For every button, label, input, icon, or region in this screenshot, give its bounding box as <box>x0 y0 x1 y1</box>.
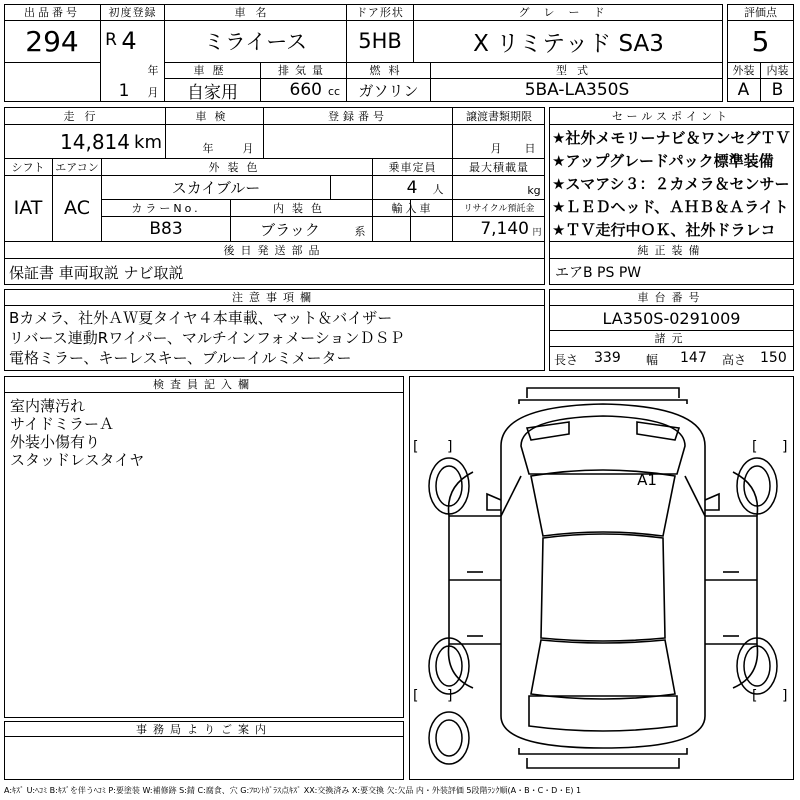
recycle-fee: 7,140 <box>480 219 529 239</box>
car-name: ミライース <box>203 30 308 54</box>
car-name-label: 車名 <box>234 6 277 19</box>
damage-mark-a1: A1 <box>637 471 657 489</box>
era: R <box>105 30 117 50</box>
sales-points-label: セールスポイント <box>611 109 731 123</box>
width: 147 <box>680 350 707 366</box>
registration-month: 1 <box>118 81 130 101</box>
length-label: 長さ <box>554 352 579 367</box>
first-registration-label: 初度登録 <box>108 6 157 19</box>
sales-point: ★スマアシ３：２カメラ＆センサー <box>552 175 790 193</box>
office-notice-label: 事務局よりご案内 <box>136 722 272 736</box>
car-diagram <box>409 376 794 780</box>
transfer-deadline-label: 譲渡書類期限 <box>466 109 532 123</box>
svg-text:]: ] <box>782 688 788 704</box>
displacement-label: 排気量 <box>278 64 329 77</box>
fuel: ガソリン <box>358 81 419 100</box>
later-parts-label: 後日発送部品 <box>223 243 326 257</box>
interior-label: 内装 <box>766 64 789 77</box>
capacity: 4 <box>406 178 418 198</box>
mileage: 14,814 <box>60 130 130 154</box>
height: 150 <box>760 350 787 366</box>
aircon-label: エアコン <box>55 160 99 174</box>
car-history: 自家用 <box>187 82 238 102</box>
interior-color-label: 内装色 <box>273 201 330 215</box>
inspection-year-unit: 年 <box>202 142 214 155</box>
sales-point: ★ＬＥＤヘッド、ＡＨＢ＆Ａライト <box>552 198 789 216</box>
exterior-grade: A <box>737 80 750 100</box>
registration-year: 4 <box>121 27 137 55</box>
sales-point: ★アップグレードパック標準装備 <box>552 152 774 170</box>
shift: IAT <box>13 197 43 219</box>
inspector-note: 室内薄汚れ <box>10 396 86 415</box>
height-label: 高さ <box>722 352 747 367</box>
svg-text:]: ] <box>782 439 788 455</box>
recycle-fee-unit: 円 <box>532 227 542 238</box>
lot-number-label: 出品番号 <box>24 6 80 19</box>
recycle-fee-label: リサイクル預託金 <box>463 204 535 214</box>
inspector-note: スタッドレスタイヤ <box>10 450 145 469</box>
displacement-unit: cc <box>327 84 341 98</box>
svg-text:[: [ <box>752 439 758 455</box>
mileage-label: 走行 <box>63 109 106 123</box>
exterior-label: 外装 <box>732 64 755 77</box>
later-parts: 保証書 車両取説 ナビ取説 <box>9 263 184 282</box>
inspector-note: 外装小傷有り <box>10 432 101 451</box>
exterior-color: スカイブルー <box>171 178 261 197</box>
import-label: 輸入車 <box>391 201 434 215</box>
specifications-label: 諸元 <box>654 332 689 345</box>
aircon: AC <box>64 197 90 219</box>
capacity-label: 乗車定員 <box>388 160 437 174</box>
note-line: リバース連動Rワイパー、マルチインフォメーションＤＳＰ <box>9 329 405 347</box>
max-load-unit: kg <box>527 183 541 197</box>
inspection-label: 車検 <box>195 109 234 123</box>
lot-number: 294 <box>25 24 79 58</box>
width-label: 幅 <box>646 352 659 367</box>
interior-color: ブラック <box>260 220 320 239</box>
interior-color-suffix: 系 <box>354 225 366 238</box>
svg-text:]: ] <box>447 688 453 704</box>
capacity-unit: 人 <box>432 183 444 196</box>
sales-point: ★社外メモリーナビ＆ワンセグＴＶ <box>552 129 791 147</box>
note-line: 電格ミラー、キーレスキー、ブルーイルミメーター <box>9 349 352 367</box>
exterior-color-label: 外装色 <box>208 160 266 174</box>
chassis-number: LA350S-0291009 <box>602 308 741 328</box>
model-code: 5BA-LA350S <box>524 80 630 100</box>
overall-score: 5 <box>751 24 770 58</box>
chassis-number-label: 車台番号 <box>637 291 706 304</box>
model-code-label: 型式 <box>556 64 598 77</box>
note-line: Bカメラ、社外ＡＷ夏タイヤ４本車載、マット＆バイザー <box>9 309 393 327</box>
car-history-label: 車歴 <box>193 64 232 77</box>
inspector-note: サイドミラーＡ <box>10 414 114 433</box>
grade-label: グレード <box>518 6 619 19</box>
factory-equipment: エアB PS PW <box>555 265 642 281</box>
max-load-label: 最大積載量 <box>469 160 529 174</box>
color-number-label: カラーNo. <box>131 201 201 215</box>
sales-point: ★ＴＶ走行中ＯＫ、社外ドラレコ <box>552 221 776 239</box>
year-unit: 年 <box>147 64 159 77</box>
factory-equipment-label: 純正装備 <box>637 243 706 257</box>
svg-text:[: [ <box>413 439 419 455</box>
svg-text:[: [ <box>413 688 419 704</box>
interior-grade: B <box>771 80 784 100</box>
shift-label: シフト <box>11 160 45 174</box>
svg-text:]: ] <box>447 439 453 455</box>
door-type-label: ドア形状 <box>356 6 404 19</box>
mileage-unit: km <box>134 131 162 153</box>
inspection-month-unit: 月 <box>242 142 254 155</box>
transfer-month-unit: 月 <box>490 142 502 155</box>
length: 339 <box>594 350 621 366</box>
legend-footer: A:ｷｽﾞ U:ﾍｺﾐ B:ｷｽﾞを伴うﾍｺﾐ P:要塗装 W:補修跡 S:錆 C:腐食、穴 G:ﾌﾛﾝﾄｶﾞﾗｽ点ｷｽﾞ XX:交換済み X:要交換 欠:欠品 内・外装評価 5段階ﾗﾝｸ順(A・B・C・D・E) 1 <box>4 785 582 795</box>
notes-label: 注意事項欄 <box>232 291 317 304</box>
color-number: B83 <box>149 219 183 239</box>
grade: X リミテッド SA3 <box>473 30 664 57</box>
door-type: 5HB <box>358 29 402 53</box>
fuel-label: 燃料 <box>369 64 408 77</box>
inspector-notes-label: 検査員記入欄 <box>153 378 255 391</box>
displacement: 660 <box>289 80 322 100</box>
month-unit: 月 <box>147 86 159 99</box>
score-label: 評価点 <box>744 6 777 19</box>
svg-text:[: [ <box>752 688 758 704</box>
registration-number-label: 登録番号 <box>328 109 388 123</box>
transfer-day-unit: 日 <box>524 142 536 155</box>
